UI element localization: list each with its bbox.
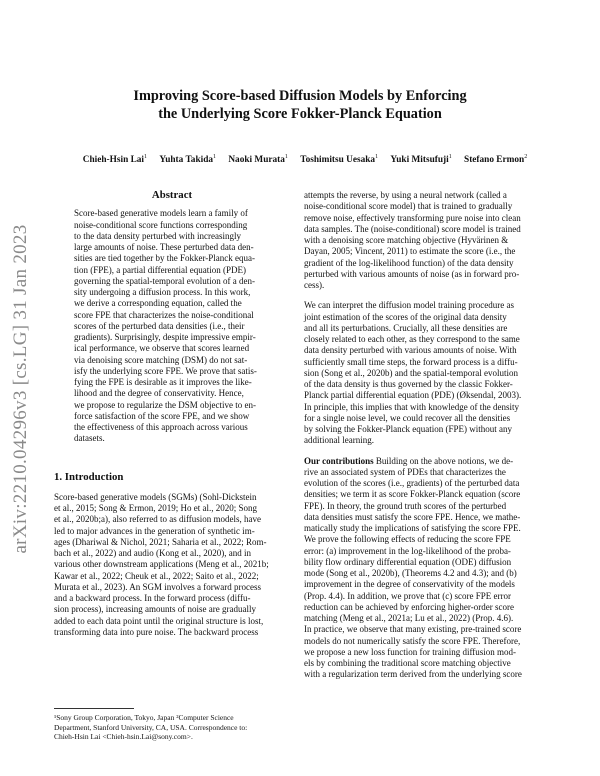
text-line: additional learning. xyxy=(304,435,374,446)
text-line: joint estimation of the scores of the original data density xyxy=(304,311,507,322)
text-line: with a denoising score matching objective (Hyvärinen & xyxy=(304,235,509,245)
text-line: rive an associated system of PDEs that characterizes the xyxy=(304,466,506,477)
text-line: added to each data point until the original structure is lost, xyxy=(54,615,264,626)
text-line: We prove the following effects of reducing the score FPE xyxy=(304,534,511,545)
text-line: bility flow ordinary differential equation (ODE) diffusion xyxy=(304,556,512,567)
left-column xyxy=(54,190,290,638)
text-line: We can interpret the diffusion model training procedure as xyxy=(304,300,515,311)
contributions-lead: Our contributions xyxy=(304,455,374,466)
text-line: Kawar et al., 2022; Cheuk et al., 2022; Saito et al., 2022; xyxy=(54,570,259,581)
paragraph xyxy=(304,300,540,446)
text-line: via denoising score matching (DSM) do not sat- xyxy=(74,354,248,365)
text-line: we derive a corresponding equation, called the xyxy=(74,298,242,309)
contributions-paragraph xyxy=(304,456,540,681)
text-line: Chieh-Hsin Lai <Chieh-hsin.Lai@sony.com>. xyxy=(54,732,193,741)
text-line: data samples. The (noise-conditional) score model is trained xyxy=(304,223,521,234)
text-line: cess). xyxy=(304,280,325,290)
paper-title xyxy=(80,87,520,123)
text-line: closely related to each other, as they correspond to the same xyxy=(304,334,520,344)
text-line: lihood and the degree of conservativity. Hence, xyxy=(74,388,244,399)
text-line: various other downstream applications (Meng et al., 2021b; xyxy=(54,559,269,570)
text-line: et al., 2020b;a), also referred to as diffusion models, have xyxy=(54,514,262,525)
text-line: FPE). In theory, the ground truth scores of the perturbed xyxy=(304,500,507,511)
text-line: sion (Song et al., 2020b) and the spatial-temporal evolution xyxy=(304,367,518,378)
author: Naoki Murata$^1$ xyxy=(228,154,288,166)
author: Yuki Mitsufuji$^1$ xyxy=(390,154,452,166)
abstract-heading: Abstract xyxy=(151,189,193,201)
text-line: matching (Meng et al., 2021a; Lu et al., 2022) (Prop. 4.6). xyxy=(304,613,514,623)
text-line: scores of the perturbed data densities (i.e., their xyxy=(74,320,245,331)
text-line: we propose to regularize the DSM objective to en- xyxy=(74,399,256,410)
text-line: Building on the above notions, we de- xyxy=(373,455,514,466)
author: Chieh-Hsin Lai$^1$ xyxy=(82,154,148,166)
text-line: sufficiently small time steps, the forward process is a diffu- xyxy=(304,356,518,367)
text-line: improvement in the degree of conservativity of the models xyxy=(304,579,515,590)
text-line: In practice, we observe that many existing, pre-trained score xyxy=(304,624,522,635)
text-line: large amounts of noise. These perturbed data den- xyxy=(74,242,254,252)
text-line: ages (Dhariwal & Nichol, 2021; Saharia et al., 2022; Rom- xyxy=(54,536,267,547)
text-line: error: (a) improvement in the log-likelihood of the proba- xyxy=(304,545,511,556)
text-line: In principle, this implies that with knowledge of the density xyxy=(304,401,519,412)
text-line: gradient of the log-likelihood function) of the data density xyxy=(304,257,514,268)
text-line: Dayan, 2005; Vincent, 2011) to estimate the score (i.e., the xyxy=(304,246,516,257)
text-line: of the data density is thus governed by the classic Fokker- xyxy=(304,379,513,389)
author-list xyxy=(55,154,555,165)
text-line: noise-conditional score model) that is trained to gradually xyxy=(304,201,513,212)
text-line: sities are tied together by the Fokker-Planck equa- xyxy=(74,253,256,264)
text-line: for a single noise level, we could recover all the densities xyxy=(304,412,511,423)
paragraph xyxy=(304,190,540,291)
title-line-2: the Underlying Score Fokker-Planck Equation xyxy=(158,106,442,122)
text-line: models do not numerically satisfy the score FPE. Therefore, xyxy=(304,635,521,646)
introduction-body xyxy=(54,492,290,638)
text-line: reduction can be achieved by enforcing higher-order score xyxy=(304,601,514,612)
text-line: by solving the Fokker-Planck equation (FPE) without any xyxy=(304,424,513,434)
text-line: with a regularization term derived from the underlying score xyxy=(304,669,522,680)
text-line: and all its perturbations. Crucially, all these densities are xyxy=(304,322,508,333)
abstract-body xyxy=(74,208,276,444)
text-line: tion (FPE), a partial differential equation (PDE) xyxy=(74,264,247,275)
text-line: we propose a new loss function for training diffusion mod- xyxy=(304,646,517,657)
text-line: gradients). Surprisingly, despite impressive empir- xyxy=(74,332,256,342)
text-line: governing the spatial-temporal evolution of a den- xyxy=(74,275,255,286)
text-line: ical performance, we observe that scores learned xyxy=(74,343,250,354)
text-line: and a backward process. In the forward process (diffu- xyxy=(54,593,251,603)
text-line: datasets. xyxy=(74,433,105,444)
author: Toshimitsu Uesaka$^1$ xyxy=(300,154,379,166)
text-line: data density perturbed with various amounts of noise. With xyxy=(304,345,517,356)
text-line: remove noise, effectively transforming pure noise into clean xyxy=(304,212,521,223)
text-line: attempts the reverse, by using a neural network (called a xyxy=(304,190,507,200)
arxiv-stamp: arXiv:2210.04296v3 [cs.LG] 31 Jan 2023 xyxy=(10,224,31,554)
text-line: mode (Song et al., 2020b), (Theorems 4.2 and 4.3); and (b) xyxy=(304,568,517,578)
text-line: Score-based generative models (SGMs) (Sohl-Dickstein xyxy=(54,491,257,502)
footnote-rule xyxy=(54,708,134,709)
text-line: score FPE that characterizes the noise-conditional xyxy=(74,309,254,320)
text-line: the effectiveness of this approach across various xyxy=(74,422,248,432)
text-line: sity undergoing a diffusion process. In this work, xyxy=(74,287,251,297)
author: Yuhta Takida$^1$ xyxy=(159,154,217,166)
text-line: to the data density perturbed with increasingly xyxy=(74,230,241,241)
text-line: force satisfaction of the score FPE, and we show xyxy=(74,410,250,421)
text-line: els by combining the traditional score matching objective xyxy=(304,658,511,668)
text-line: matically study the implications of satisfying the score FPE. xyxy=(304,523,521,533)
text-line: Murata et al., 2023). An SGM involves a forward process xyxy=(54,581,261,592)
section-heading-introduction: 1. Introduction xyxy=(54,470,124,483)
text-line: Planck partial differential equation (PDE) (Øksendal, 2003). xyxy=(304,390,522,401)
affiliation-footnote xyxy=(54,713,290,742)
text-line: evolution of the scores (i.e., gradients) of the perturbed data xyxy=(304,478,520,488)
title-line-1: Improving Score-based Diffusion Models by Enforcing xyxy=(133,88,467,104)
text-line: densities; we term it as score Fokker-Planck equation (score xyxy=(304,489,521,500)
text-line: Department, Stanford University, CA, USA. Correspondence to: xyxy=(54,722,248,732)
right-column xyxy=(304,190,540,681)
text-line: Score-based generative models learn a family of xyxy=(74,208,248,219)
text-line: data densities must satisfy the score FPE. Hence, we mathe- xyxy=(304,511,521,522)
author: Stefano Ermon$^2$ xyxy=(464,154,528,166)
text-line: transforming data into pure noise. The backward process xyxy=(54,626,259,637)
text-line: bach et al., 2022) and audio (Kong et al., 2020), and in xyxy=(54,548,251,558)
text-line: (Prop. 4.4). In addition, we prove that (c) score FPE error xyxy=(304,590,511,601)
text-line: sion process), increasing amounts of noise are gradually xyxy=(54,604,256,615)
text-line: et al., 2015; Song & Ermon, 2019; Ho et al., 2020; Song xyxy=(54,503,257,513)
text-line: perturbed with various amounts of noise (as in forward pro- xyxy=(304,268,520,279)
text-line: fying the FPE is desirable as it improves the like- xyxy=(74,377,252,387)
text-line: ¹Sony Group Corporation, Tokyo, Japan ²Computer Science xyxy=(54,713,234,722)
text-line: isfy the underlying score FPE. We prove that satis- xyxy=(74,365,257,376)
text-line: led to major advances in the generation of synthetic im- xyxy=(54,525,255,536)
text-line: noise-conditional score functions corresponding xyxy=(74,219,248,230)
